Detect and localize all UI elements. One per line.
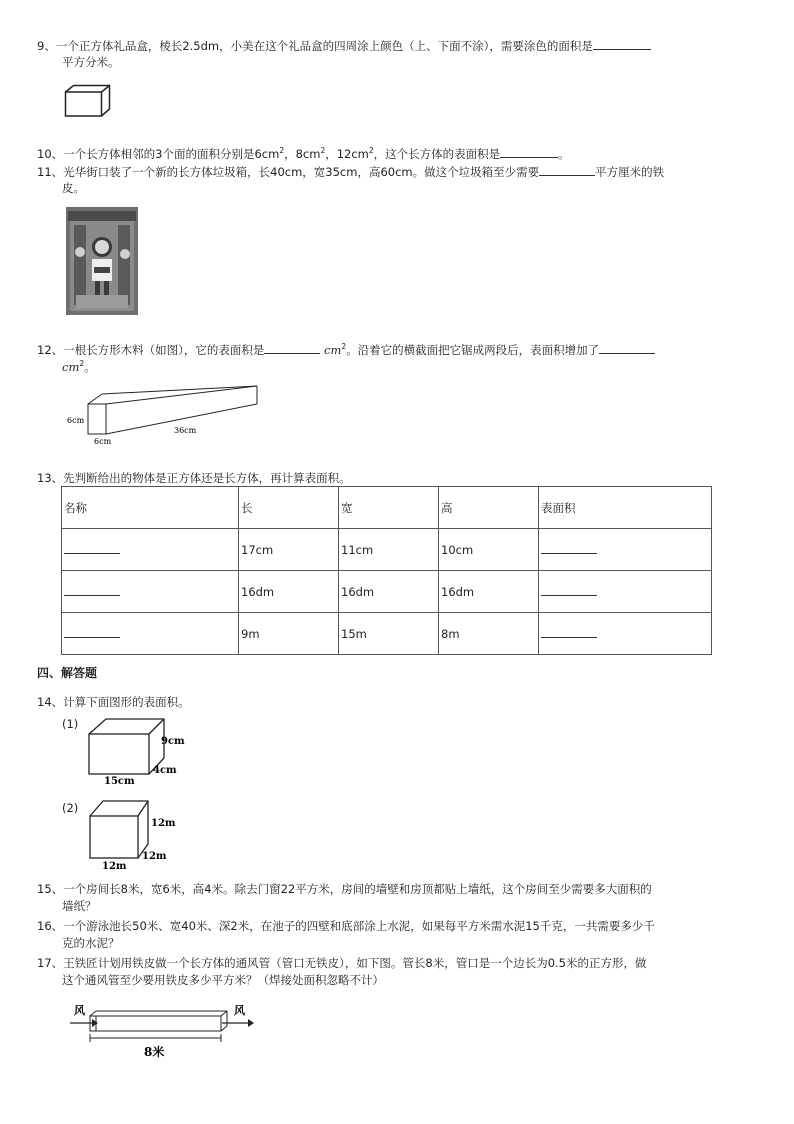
question-text: ，8cm bbox=[284, 146, 321, 161]
answer-blank[interactable] bbox=[541, 594, 597, 596]
answer-blank[interactable] bbox=[539, 163, 595, 176]
question-number: 17、 bbox=[37, 956, 64, 970]
question-text: 王铁匠计划用铁皮做一个长方体的通风管（管口无铁皮），如下图。管长8米，管口是一个边长为0.5米的正方形，做 bbox=[63, 956, 647, 970]
question-12-line2 bbox=[62, 355, 96, 376]
wood-beam-figure bbox=[64, 382, 264, 448]
unit-text: cm bbox=[62, 359, 80, 374]
question-text: 一个房间长8米，宽6米，高4米。除去门窗22平方米，房间的墙壁和房顶都贴上墙纸，这个房间至少需要多大面积的 bbox=[63, 882, 652, 896]
length-label: 12m bbox=[102, 861, 127, 872]
header-cell: 宽 bbox=[339, 487, 439, 529]
question-number: 9、 bbox=[37, 39, 56, 53]
cuboid-figure bbox=[86, 716, 196, 786]
table-cell: 16dm bbox=[339, 571, 439, 613]
table-cell: 9m bbox=[239, 613, 339, 655]
cube-figure bbox=[64, 84, 112, 118]
question-17-line2: 这个通风管至少要用铁皮多少平方米？（焊接处面积忽略不计） bbox=[62, 973, 384, 987]
answer-blank[interactable] bbox=[64, 552, 120, 554]
question-12-line1 bbox=[37, 338, 655, 359]
section-heading: 四、解答题 bbox=[37, 666, 98, 680]
unit-text: cm bbox=[324, 342, 342, 357]
answer-blank[interactable] bbox=[541, 552, 597, 554]
answer-blank[interactable] bbox=[541, 636, 597, 638]
table-cell: 11cm bbox=[339, 529, 439, 571]
area-cell[interactable] bbox=[539, 613, 712, 655]
question-16-line2: 克的水泥？ bbox=[62, 936, 120, 950]
name-cell[interactable] bbox=[62, 529, 239, 571]
question-number: 11、 bbox=[37, 165, 64, 179]
height-label: 9cm bbox=[161, 736, 185, 747]
table-cell: 17cm bbox=[239, 529, 339, 571]
question-text: 一个游泳池长50米、宽40米、深2米，在池子的四壁和底部涂上水泥，如果每平方米需水泥15千克，一共需要多少千 bbox=[63, 919, 655, 933]
answer-blank[interactable] bbox=[599, 341, 655, 354]
height-label: 12m bbox=[151, 818, 176, 829]
cube-figure bbox=[86, 796, 186, 872]
question-text: 一根长方形木料（如图），它的表面积是 bbox=[63, 342, 265, 357]
question-15-line2: 墙纸？ bbox=[62, 899, 97, 913]
answer-blank[interactable] bbox=[264, 341, 320, 354]
width-label: 12m bbox=[142, 851, 167, 862]
side-label: 6cm bbox=[67, 416, 85, 425]
answer-blank[interactable] bbox=[64, 594, 120, 596]
question-text: 。 bbox=[558, 146, 570, 161]
question-17-line1 bbox=[37, 955, 647, 972]
question-text: 光华街口装了一个新的长方体垃圾箱，长40cm，宽35cm，高60cm。做这个垃圾箱至少需要 bbox=[63, 165, 540, 179]
area-cell[interactable] bbox=[539, 571, 712, 613]
answer-blank[interactable] bbox=[500, 145, 558, 158]
question-text: 计算下面图形的表面积。 bbox=[63, 695, 190, 709]
question-11-line1 bbox=[37, 163, 664, 181]
question-13 bbox=[37, 470, 351, 487]
question-number: 13、 bbox=[37, 471, 64, 485]
answer-blank[interactable] bbox=[64, 636, 120, 638]
part-label: (2) bbox=[62, 801, 79, 815]
length-label: 36cm bbox=[174, 426, 197, 435]
question-15-line1 bbox=[37, 881, 652, 898]
table-header-row bbox=[62, 487, 712, 529]
question-text: ，12cm bbox=[325, 146, 369, 161]
superscript: 2 bbox=[279, 146, 285, 155]
question-number: 15、 bbox=[37, 882, 64, 896]
question-number: 10、 bbox=[37, 146, 64, 161]
question-text: 。沿着它的横截面把它锯成两段后，表面积增加了 bbox=[346, 342, 600, 357]
table-row bbox=[62, 613, 712, 655]
superscript: 2 bbox=[320, 146, 326, 155]
header-cell: 名称 bbox=[62, 487, 239, 529]
header-cell: 高 bbox=[439, 487, 539, 529]
question-number: 14、 bbox=[37, 695, 64, 709]
width-label: 4cm bbox=[153, 765, 177, 776]
superscript: 2 bbox=[79, 359, 85, 368]
question-14 bbox=[37, 694, 190, 711]
trash-bin-photo bbox=[66, 207, 138, 315]
table-cell: 15m bbox=[339, 613, 439, 655]
area-cell[interactable] bbox=[539, 529, 712, 571]
length-label: 8米 bbox=[144, 1045, 165, 1059]
ventilation-pipe-figure bbox=[66, 1000, 258, 1062]
question-number: 16、 bbox=[37, 919, 64, 933]
question-text: 。 bbox=[84, 359, 96, 374]
question-text: ，这个长方体的表面积是 bbox=[373, 146, 501, 161]
question-16-line1 bbox=[37, 918, 655, 935]
part-label: (1) bbox=[62, 717, 79, 731]
question-11-line2: 皮。 bbox=[62, 181, 85, 195]
surface-area-table bbox=[61, 486, 712, 655]
question-text: 一个正方体礼品盒，棱长2.5dm，小美在这个礼品盒的四周涂上颜色（上、下面不涂），需要涂色的面积是 bbox=[55, 39, 593, 53]
question-10 bbox=[37, 142, 570, 163]
wind-label: 风 bbox=[234, 1004, 245, 1017]
header-cell: 长 bbox=[239, 487, 339, 529]
table-cell: 16dm bbox=[239, 571, 339, 613]
table-row bbox=[62, 529, 712, 571]
table-cell: 16dm bbox=[439, 571, 539, 613]
wind-label: 风 bbox=[74, 1004, 85, 1017]
header-cell: 表面积 bbox=[539, 487, 712, 529]
question-text: 平方厘米的铁 bbox=[595, 165, 665, 179]
question-9-line1 bbox=[37, 37, 651, 55]
question-9-line2: 平方分米。 bbox=[62, 55, 120, 69]
question-number: 12、 bbox=[37, 342, 64, 357]
length-label: 15cm bbox=[104, 776, 135, 786]
name-cell[interactable] bbox=[62, 613, 239, 655]
table-cell: 8m bbox=[439, 613, 539, 655]
answer-blank[interactable] bbox=[593, 37, 651, 50]
superscript: 2 bbox=[341, 342, 347, 351]
question-text: 先判断给出的物体是正方体还是长方体，再计算表面积。 bbox=[63, 471, 351, 485]
table-cell: 10cm bbox=[439, 529, 539, 571]
side-label: 6cm bbox=[94, 437, 112, 446]
question-text: 一个长方体相邻的3个面的面积分别是6cm bbox=[63, 146, 280, 161]
table-row bbox=[62, 571, 712, 613]
superscript: 2 bbox=[368, 146, 374, 155]
name-cell[interactable] bbox=[62, 571, 239, 613]
